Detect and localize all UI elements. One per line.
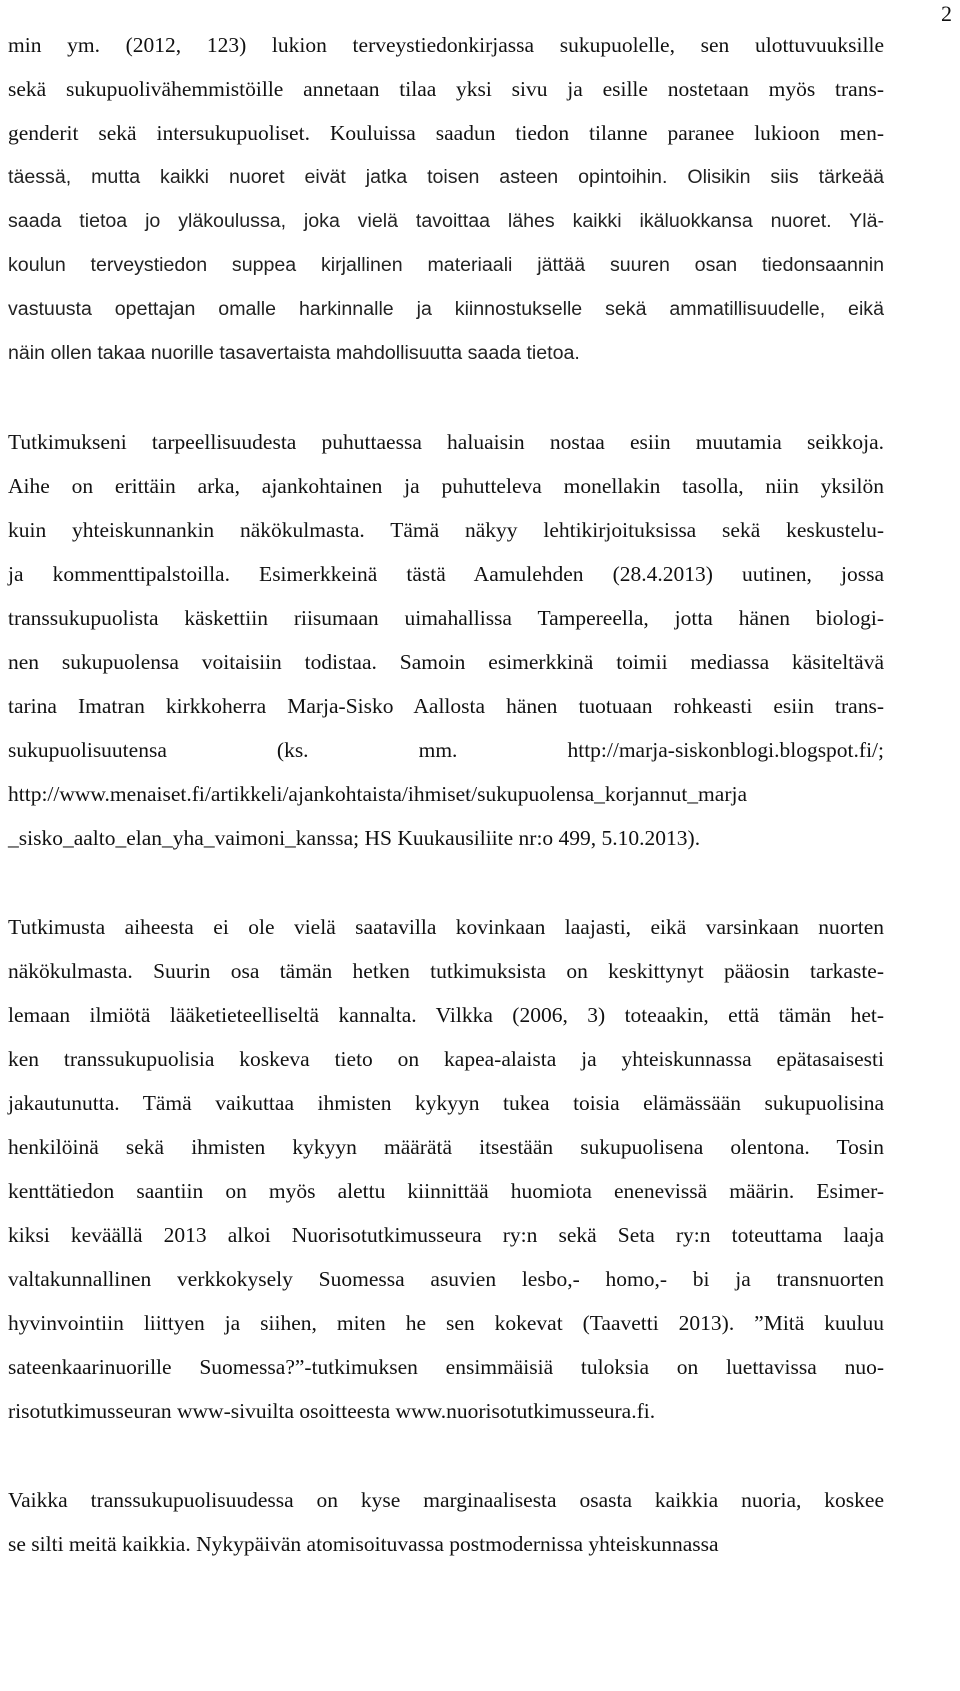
text-line: kuin yhteiskunnankin näkökulmasta. Tämä näkyy lehtikirjoituksissa sekä keskustelu-	[8, 518, 884, 542]
text-line: Tutkimusta aiheesta ei ole vielä saatavilla kovinkaan laajasti, eikä varsinkaan nuorten	[8, 915, 884, 939]
text-line: kenttätiedon saantiin on myös alettu kiinnittää huomiota enenevissä määrin. Esimer-	[8, 1179, 884, 1203]
text-line: saada tietoa jo yläkoulussa, joka vielä tavoittaa lähes kaikki ikäluokkansa nuoret. Ylä-	[8, 210, 884, 232]
text-line: sukupuolisuutensa (ks. mm. http://marja-siskonblogi.blogspot.fi/;	[8, 738, 884, 762]
text-line: vastuusta opettajan omalle harkinnalle ja kiinnostukselle sekä ammatillisuudelle, eikä	[8, 298, 884, 320]
text-line: min ym. (2012, 123) lukion terveystiedonkirjassa sukupuolelle, sen ulottuvuuksille	[8, 33, 884, 57]
text-line: sateenkaarinuorille Suomessa?”-tutkimuksen ensimmäisiä tuloksia on luettavissa nuo-	[8, 1355, 884, 1379]
text-line: Aihe on erittäin arka, ajankohtainen ja puhutteleva monellakin tasolla, niin yksilön	[8, 474, 884, 498]
text-line: tarina Imatran kirkkoherra Marja-Sisko Aallosta hänen tuotuaan rohkeasti esiin trans-	[8, 694, 884, 718]
text-line: se silti meitä kaikkia. Nykypäivän atomisoituvassa postmodernissa yhteiskunnassa	[8, 1532, 719, 1556]
text-line: _sisko_aalto_elan_yha_vaimoni_kanssa; HS Kuukausiliite nr:o 499, 5.10.2013).	[8, 826, 701, 850]
text-line: Tutkimukseni tarpeellisuudesta puhuttaessa haluaisin nostaa esiin muutamia seikkoja.	[8, 430, 884, 454]
text-line: transsukupuolista käskettiin riisumaan uimahallissa Tampereella, jotta hänen biologi-	[8, 606, 884, 630]
text-line: lemaan ilmiötä lääketieteelliseltä kannalta. Vilkka (2006, 3) toteaakin, että tämän het-	[8, 1003, 884, 1027]
text-line: risotutkimusseuran www-sivuilta osoitteesta www.nuorisotutkimusseura.fi.	[8, 1399, 656, 1423]
text-line: ken transsukupuolisia koskeva tieto on kapea-alaista ja yhteiskunnassa epätasaisesti	[8, 1047, 884, 1071]
text-line: täessä, mutta kaikki nuoret eivät jatka toisen asteen opintoihin. Olisikin siis tärkeää	[8, 166, 884, 188]
text-line: sekä sukupuolivähemmistöille annetaan tilaa yksi sivu ja esille nostetaan myös trans-	[8, 77, 884, 101]
text-line: genderit sekä intersukupuoliset. Kouluissa saadun tiedon tilanne paranee lukioon men-	[8, 121, 884, 145]
text-line: http://www.menaiset.fi/artikkeli/ajankohtaista/ihmiset/sukupuolensa_korjannut_marja	[8, 782, 747, 806]
text-line: näin ollen takaa nuorille tasavertaista mahdollisuutta saada tietoa.	[8, 342, 580, 364]
text-line: hyvinvointiin liittyen ja siihen, miten he sen kokevat (Taavetti 2013). ”Mitä kuuluu	[8, 1311, 884, 1335]
text-line: valtakunnallinen verkkokysely Suomessa asuvien lesbo,- homo,- bi ja transnuorten	[8, 1267, 884, 1291]
text-line: näkökulmasta. Suurin osa tämän hetken tutkimuksista on keskittynyt pääosin tarkaste-	[8, 959, 884, 983]
text-line: nen sukupuolensa voitaisiin todistaa. Samoin esimerkkinä toimii mediassa käsiteltävä	[8, 650, 884, 674]
text-line: Vaikka transsukupuolisuudessa on kyse marginaalisesta osasta kaikkia nuoria, koskee	[8, 1488, 884, 1512]
text-line: jakautunutta. Tämä vaikuttaa ihmisten kykyyn tukea toisia elämässään sukupuolisina	[8, 1091, 884, 1115]
text-line: henkilöinä sekä ihmisten kykyyn määrätä itsestään sukupuolisena olentona. Tosin	[8, 1135, 884, 1159]
text-line: koulun terveystiedon suppea kirjallinen materiaali jättää suuren osan tiedonsaannin	[8, 254, 884, 276]
text-line: ja kommenttipalstoilla. Esimerkkeinä tästä Aamulehden (28.4.2013) uutinen, jossa	[8, 562, 884, 586]
page-number: 2	[941, 1, 952, 26]
text-line: kiksi keväällä 2013 alkoi Nuorisotutkimusseura ry:n sekä Seta ry:n toteuttama laaja	[8, 1223, 884, 1247]
